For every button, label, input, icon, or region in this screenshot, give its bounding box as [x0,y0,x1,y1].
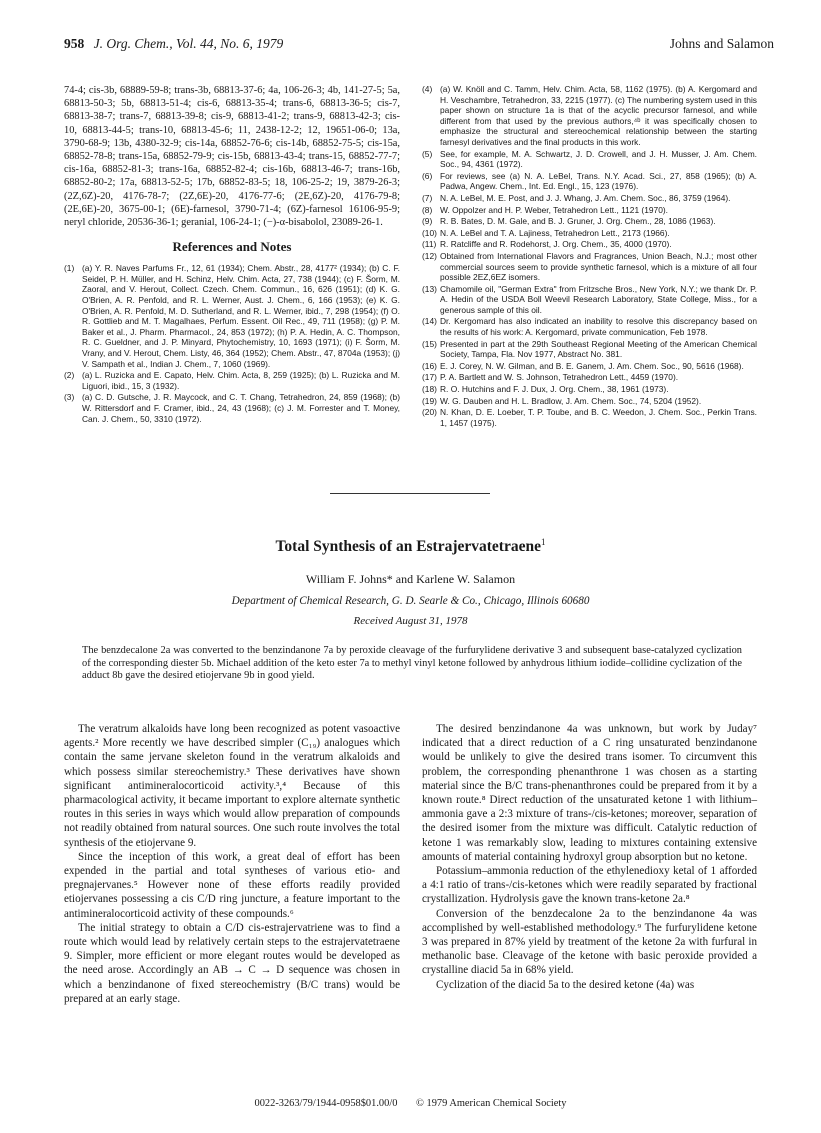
reference-number: (17) [422,372,437,383]
reference-number: (15) [422,338,437,349]
reference-text: (a) C. D. Gutsche, J. R. Maycock, and C. T. Chang, Tetrahedron, 24, 859 (1968); (b) W. Rittersdorf and F. Cramer, ibid., 24, 43 (1968); (c) J. M. Forrester and T. Money, Can. J. Chem., 50, 3310 (1972). [82,392,400,424]
article-code: 0022-3263/79/1944-0958$01.00/0 [254,1098,398,1109]
reference-number: (18) [422,384,437,395]
copyright: © 1979 American Chemical Society [416,1098,567,1109]
reference-item [422,316,757,337]
reference-item [422,84,757,148]
body-right-column [422,722,757,992]
reference-item [422,372,757,383]
running-head-left [64,36,283,52]
reference-item [422,284,757,316]
body-paragraph: Conversion of the benzdecalone 2a to the benzindanone 4a was accomplished by well-established methodology.⁹ The furfurylidene ketone 3 was prepared in 87% yield by treatment of the ketone 2a with furfural in methanolic base. Cleavage of the ketone with basic peroxide provided a crystalline diacid 5a in 68% yield. [422,907,757,977]
page-footer [40,1098,781,1109]
page-number: 958 [64,36,85,51]
reference-number: (2) [64,370,75,381]
body-paragraph: The initial strategy to obtain a C/D cis-estrajervatriene was to find a route which would lead by relatively certain steps to the estrajervatetraene 9. Simpler, more efficient or more elegant routes would be developed as the need arose. Accordingly an AB → C → D sequence was chosen in which a benzindanone of fixed stereochemistry (B/C trans) would be prepared at an early stage. [64,921,400,1005]
article-abstract: The benzdecalone 2a was converted to the benzindanone 7a by peroxide cleavage of the furfurylidene derivative 3 and subsequent base-catalyzed cyclization of the corresponding diester 5b. Michael addition of the keto ester 7a to methyl vinyl ketone followed by anhydrous lithium iodide–collidine cyclization of the adduct 8b gave the desired etiojervane 9b in good yield. [82,645,742,682]
body-paragraph: Potassium–ammonia reduction of the ethylenedioxy ketal of 1 afforded a 4:1 ratio of trans-/cis-ketones which were readily separated by fractional crystallization. Hydrolysis gave the known trans-ketone 2a.⁸ [422,865,757,906]
reference-text: R. B. Bates, D. M. Gale, and B. J. Gruner, J. Org. Chem., 28, 1086 (1963). [440,216,716,227]
running-head [64,36,774,56]
reference-item [422,339,757,360]
reference-text: (a) W. Knöll and C. Tamm, Helv. Chim. Acta, 58, 1162 (1975). (b) A. Kergomard and H. Veschambre, Tetrahedron, 33, 2215 (1977). (c) The numbering system used in this paper shown on structure 1a is that of the acyclic precursor farnesol, and while different from that used by the previous authors,⁴ᵇ it was specifically chosen to emphasize the structural and stereochemical relationship between the starting farnesyl derivatives and the final products in this work. [440,84,757,147]
received-date: Received August 31, 1978 [353,615,468,627]
reference-item [422,216,757,227]
running-head-authors: Johns and Salamon [669,36,774,51]
reference-number: (6) [422,170,433,181]
reference-item [422,239,757,250]
reference-number: (5) [422,148,433,159]
reference-number: (19) [422,395,437,406]
reference-item [422,384,757,395]
reference-number: (8) [422,204,433,215]
article-title-text: Total Synthesis of an Estrajervatetraene [275,538,541,556]
section-divider [330,493,490,494]
reference-text: E. J. Corey, N. W. Gilman, and B. E. Ganem, J. Am. Chem. Soc., 90, 5616 (1968). [440,360,744,371]
registry-numbers: 74-4; cis-3b, 68889-59-8; trans-3b, 68813-37-6; 4a, 106-26-3; 4b, 141-27-5; 5a, 68813-50-3; 5b, 68813-51-4; cis-6, 68813-35-4; trans-6, 68813-36-5; cis-7, 68813-38-7; trans-7, 68813-39-8; cis-9, 68813-41-2; trans-9, 68813-42-3; cis-10, 68813-44-5; trans-10, 68813-45-6; 11, 2438-12-2; 12, 19651-06-0; 13a, 3790-68-9; 13b, 4380-32-9; cis-14a, 68852-76-6; cis-14b, 68852-75-5; cis-15a, 68852-78-8; trans-15a, 68852-79-9; cis-15b, 68813-43-4; trans-15, 68852-77-7; cis-16a, 68852-81-3; trans-16a, 68852-82-4; cis-16b, 68813-46-7; trans-16b, 68852-80-2; 17a, 68813-52-5; 17b, 68852-83-5; 18, 106-25-2; 19, 3879-26-3; (2Z,6Z)-20, 4176-78-7; (2Z,6E)-20, 4176-77-6; (2E,6Z)-20, 4176-79-8; (2E,6E)-20, 3675-00-1; (6E)-farnesol, 3790-71-4; (6Z)-farnesol 16106-95-9; neryl chloride, 20536-36-1; geranial, 106-24-1; (−)-α-bisabolol, 23089-26-1. [64,85,400,229]
reference-text: N. A. LeBel and T. A. Lajiness, Tetrahedron Lett., 2173 (1966). [440,227,670,238]
reference-number: (1) [64,263,75,274]
reference-item [422,193,757,204]
reference-item [64,392,400,424]
reference-text: Chamomile oil, "German Extra" from Fritzsche Bros., New York, N.Y.; we thank Dr. P. A. Hedin of the USDA Boll Weevil Research Laboratory, State College, Miss., for a generous sample of this oil. [440,283,757,315]
reference-text: (a) L. Ruzicka and E. Capato, Helv. Chim. Acta, 8, 259 (1925); (b) L. Ruzicka and M. Liguori, ibid., 15, 3 (1932). [82,370,400,391]
reference-item [422,228,757,239]
body-left-column [64,722,400,1006]
reference-text: Obtained from International Flavors and Fragrances, Union Beach, N.J.; most other commercial sources seem to provide synthetic farnesol, which is a mixture of all four possible 2EZ,6EZ isomers. [440,250,757,283]
reference-number: (11) [422,239,437,250]
body-paragraph: The desired benzindanone 4a was unknown, but work by Juday⁷ indicated that a direct reduction of a C ring unsaturated benzindanone would be unlikely to give the desired trans isomer. To circumvent this problem, the corresponding phenanthrone 1 was chosen as a starting material since the B/C trans-phenanthrones could be prepared from it by a known route.⁸ Direct reduction of the unsaturated ketone 1 with lithium–ammonia gave a 2:3 mixture of trans-/cis-ketones; moreover, separation of the desired isomer from the mixture was difficult. Catalytic reduction of ketone 1 was remarkably slow, leading to mixtures containing extensive amounts of material containing hydroxyl group absorption but no ketone. [422,723,757,863]
reference-text: R. O. Hutchins and F. J. Dux, J. Org. Chem., 38, 1961 (1973). [440,384,669,395]
reference-text: W. G. Dauben and H. L. Bradlow, J. Am. Chem. Soc., 74, 5204 (1952). [440,395,702,406]
body-paragraph: Since the inception of this work, a great deal of effort has been expended in the partial and total syntheses of various etio- and pregnajervanes.⁵ However none of these efforts readily provided etiojervanes possessing a cis C/D ring juncture, a feature important to the antimineralocorticoid activity of these compounds.⁶ [64,850,400,920]
reference-number: (3) [64,392,75,403]
reference-item [64,263,400,369]
reference-text: N. A. LeBel, M. E. Post, and J. J. Whang, J. Am. Chem. Soc., 86, 3759 (1964). [440,192,731,203]
references-list-right [422,84,757,428]
journal-citation: J. Org. Chem., Vol. 44, No. 6, 1979 [93,36,284,51]
top-right-column [422,84,757,429]
references-list-left [64,263,400,424]
references-heading: References and Notes [172,239,292,255]
article-title [40,537,781,556]
reference-number: (9) [422,216,433,227]
reference-number: (10) [422,227,437,238]
reference-text: See, for example, M. A. Schwartz, J. D. Crowell, and J. H. Musser, J. Am. Chem. Soc., 94, 4361 (1972). [440,148,757,170]
reference-text: R. Ratcliffe and R. Rodehorst, J. Org. Chem., 35, 4000 (1970). [440,239,672,250]
reference-number: (14) [422,316,437,327]
reference-text: For reviews, see (a) N. A. LeBel, Trans. N.Y. Acad. Sci., 27, 858 (1965); (b) A. Padwa, Angew. Chem., Int. Ed. Engl., 15, 123 (1976). [440,170,757,192]
reference-item [422,251,757,283]
body-paragraph: Cyclization of the diacid 5a to the desired ketone (4a) was [436,978,695,991]
reference-item [422,396,757,407]
reference-number: (7) [422,192,433,203]
reference-item [64,370,400,391]
reference-text: Presented in part at the 29th Southeast Regional Meeting of the American Chemical Society, Tampa, Fla. Nov 1977, Abstract No. 381. [440,338,757,360]
body-paragraph: The veratrum alkaloids have long been recognized as potent vasoactive agents.² More recently we have described simpler (C₁₉) analogues which contain the same jervane skeleton found in the veratrum alkaloids and which possess similar stereochemistry.³ These derivatives have shown significant antimineralocorticoid activity.³,⁴ Because of this pharmacological activity, it became important to explore alternate synthetic routes in this series in ways which would allow preparation of compounds not readily obtained from natural sources. One such route involves the total synthesis of the etiojervane 9. [64,723,400,849]
title-footnote-marker: 1 [540,537,546,547]
article-affiliation: Department of Chemical Research, G. D. Searle & Co., Chicago, Illinois 60680 [231,595,590,607]
reference-item [422,361,757,372]
reference-text: W. Oppolzer and H. P. Weber, Tetrahedron Lett., 1121 (1970). [440,204,668,215]
reference-number: (12) [422,250,437,261]
reference-item [422,407,757,428]
reference-text: P. A. Bartlett and W. S. Johnson, Tetrahedron Lett., 4459 (1970). [440,372,679,383]
reference-item [422,149,757,170]
reference-number: (4) [422,84,433,94]
reference-text: (a) Y. R. Naves Parfums Fr., 12, 61 (1934); Chem. Abstr., 28, 4177² (1934); (b) C. F. Seidel, P. H. Müller, and H. Schinz, Helv. Chim. Acta, 27, 738 (1944); (c) F. Šorm, M. Zaoral, and V. Herout, Collect. Czech. Chem. Commun., 16, 626 (1951); (d) K. G. O'Brien, A. R. Penfold, and R. L. Werner, Aust. J. Chem., 6, 166 (1953); (e) K. G. O'Brien, A. R. Penfold, M. D. Sutherland, and R. L. Werner, ibid., 7, 298 (1954); (f) O. R. Gottlieb and M. T. Magalhaes, Perfum. Essent. Oil Rec., 49, 711 (1958); (g) P. M. Baker et al., J. Pharm. Pharmacol., 24, 853 (1972); (h) P. A. Hedin, A. C. Thompson, R. C. Gueldner, and J. P. Minyard, Phytochemistry, 10, 1693 (1971); (i) F. Šorm, M. Vrany, and V. Herout, Chem. Listy, 46, 364 (1952); Chem. Abstr., 47, 8704a (1953); (j) V. Sampath et al., Indian J. Chem., 7, 1060 (1969). [82,263,400,369]
reference-item [422,205,757,216]
article-authors: William F. Johns* and Karlene W. Salamon [305,572,516,586]
reference-item [422,171,757,192]
reference-text: Dr. Kergomard has also indicated an inability to resolve this discrepancy based on the results of his work: A. Kergomard, private communication, Feb 1978. [440,316,757,338]
reference-number: (13) [422,283,437,294]
reference-text: N. Khan, D. E. Loeber, T. P. Toube, and B. C. Weedon, J. Chem. Soc., Perkin Trans. 1, 1457 (1975). [440,407,757,428]
reference-number: (16) [422,360,437,371]
reference-number: (20) [422,407,437,418]
top-left-column [64,84,400,425]
